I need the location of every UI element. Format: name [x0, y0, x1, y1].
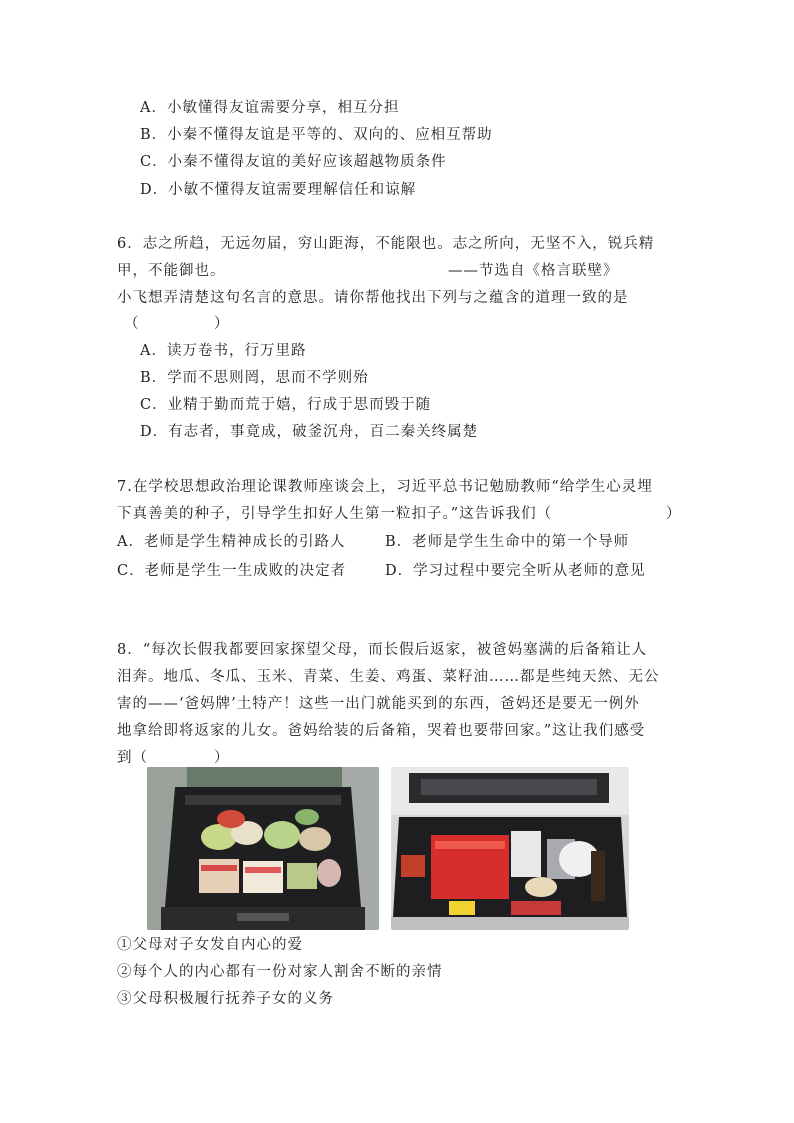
q6-answer-blank-open: （: [124, 316, 140, 332]
q8-statement-3: ③父母积极履行抚养子女的义务: [117, 991, 334, 1007]
q8-stem-line5: 到（: [117, 750, 148, 766]
q7-stem-line1: 7.在学校思想政治理论课教师座谈会上，习近平总书记勉励教师“给学生心灵埋: [117, 479, 653, 495]
q8-stem-line2: 泪奔。地瓜、冬瓜、玉米、青菜、生姜、鸡蛋、菜籽油……都是些纯天然、无公: [117, 669, 660, 685]
q8-answer-blank-close: ）: [214, 750, 230, 766]
q8-statement-1: ①父母对子女发自内心的爱: [117, 937, 303, 953]
q7-option-b: B．老师是学生生命中的第一个导师: [385, 534, 630, 550]
q5-option-d: D．小敏不懂得友谊需要理解信任和谅解: [140, 182, 417, 198]
q6-stem-line1: 6．志之所趋，无远勿届，穷山距海，不能限也。志之所向，无坚不入，锐兵精: [117, 236, 655, 252]
q7-option-c: C．老师是学生一生成败的决定者: [117, 563, 347, 579]
q6-option-b: B．学而不思则罔，思而不学则殆: [140, 370, 369, 386]
q6-answer-blank-close: ）: [214, 316, 230, 332]
q6-stem-line3: 小飞想弄清楚这句名言的意思。请你帮他找出下列与之蕴含的道理一致的是: [117, 290, 629, 306]
q5-option-a: A．小敏懂得友谊需要分享，相互分担: [140, 100, 400, 116]
q7-stem-line2: 下真善美的种子，引导学生扣好人生第一粒扣子。”这告诉我们（: [117, 506, 553, 522]
q6-source: ——节选自《格言联壁》: [448, 263, 619, 279]
q8-stem-line4: 地拿给即将返家的儿女。爸妈给装的后备箱，哭着也要带回家。”这让我们感受: [117, 723, 646, 739]
q7-option-d: D．学习过程中要完全听从老师的意见: [385, 563, 646, 579]
q8-stem-line3: 害的——‘爸妈牌’土特产！这些一出门就能买到的东西，爸妈还是要无一例外: [117, 696, 640, 712]
q6-stem-line2: 甲，不能御也。: [117, 263, 226, 279]
q5-option-b: B．小秦不懂得友谊是平等的、双向的、应相互帮助: [140, 127, 493, 143]
q6-option-c: C．业精于勤而荒于嬉，行成于思而毁于随: [140, 397, 432, 413]
trunk-photo-right: [391, 767, 629, 930]
q5-option-c: C．小秦不懂得友谊的美好应该超越物质条件: [140, 154, 447, 170]
q6-option-d: D．有志者，事竟成，破釜沉舟，百二秦关终属楚: [140, 424, 479, 440]
q8-stem-line1: 8．“每次长假我都要回家探望父母，而长假后返家，被爸妈塞满的后备箱让人: [117, 642, 648, 658]
q7-answer-blank-close: ）: [666, 506, 682, 522]
q8-statement-2: ②每个人的内心都有一份对家人割舍不断的亲情: [117, 964, 443, 980]
trunk-photo-left: [147, 767, 379, 930]
q7-option-a: A．老师是学生精神成长的引路人: [117, 534, 346, 550]
q6-option-a: A．读万卷书，行万里路: [140, 343, 307, 359]
